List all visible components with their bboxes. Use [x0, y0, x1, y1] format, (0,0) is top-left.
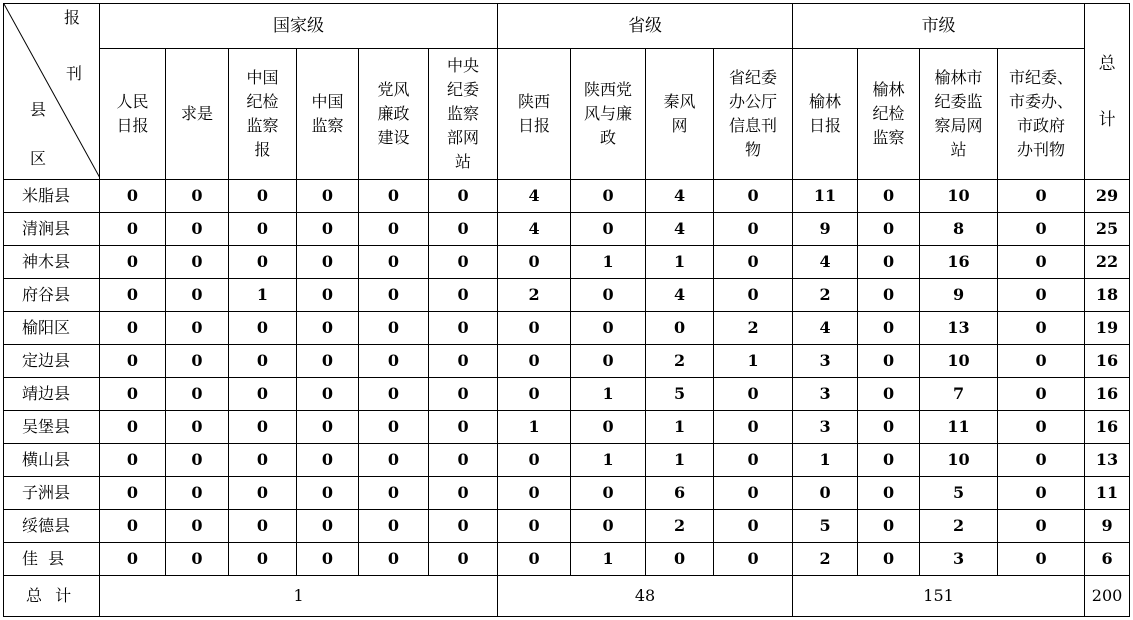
county-name: 神木县: [4, 246, 100, 279]
count-cell: 0: [858, 510, 920, 543]
count-cell: 0: [998, 510, 1085, 543]
count-cell: 1: [793, 444, 858, 477]
county-name: 定边县: [4, 345, 100, 378]
count-cell: 1: [646, 411, 714, 444]
count-cell: 0: [297, 180, 359, 213]
row-total: 16: [1085, 345, 1130, 378]
count-cell: 0: [166, 213, 229, 246]
count-cell: 4: [498, 213, 571, 246]
count-cell: 3: [793, 378, 858, 411]
row-total: 16: [1085, 411, 1130, 444]
count-cell: 0: [100, 246, 166, 279]
corner-left-char-1: 县: [30, 100, 47, 119]
count-cell: 0: [166, 345, 229, 378]
count-cell: 0: [100, 279, 166, 312]
count-cell: 0: [714, 411, 793, 444]
count-cell: 0: [793, 477, 858, 510]
column-header: [166, 49, 229, 180]
county-name: 府谷县: [4, 279, 100, 312]
table-row: [4, 345, 1130, 378]
grand-total: 200: [1085, 576, 1130, 617]
row-total: 25: [1085, 213, 1130, 246]
table-row: [4, 477, 1130, 510]
publication-stats-table: [3, 3, 1130, 617]
count-cell: 0: [297, 312, 359, 345]
count-cell: 4: [646, 279, 714, 312]
count-cell: 1: [229, 279, 297, 312]
count-cell: 0: [498, 510, 571, 543]
corner-left-char-2: 区: [30, 149, 47, 168]
count-cell: 0: [359, 180, 429, 213]
count-cell: 0: [166, 444, 229, 477]
count-cell: 0: [571, 510, 646, 543]
row-total: 29: [1085, 180, 1130, 213]
total-column-header: [1085, 4, 1130, 180]
count-cell: 0: [714, 279, 793, 312]
national-total: 1: [100, 576, 498, 617]
column-header-label: 秦风 网: [663, 92, 696, 135]
count-cell: 0: [858, 180, 920, 213]
count-cell: 0: [998, 444, 1085, 477]
count-cell: 0: [498, 345, 571, 378]
count-cell: 0: [429, 477, 498, 510]
count-cell: 0: [998, 180, 1085, 213]
count-cell: 0: [297, 411, 359, 444]
count-cell: 0: [297, 345, 359, 378]
count-cell: 0: [229, 510, 297, 543]
count-cell: 11: [793, 180, 858, 213]
count-cell: 0: [998, 345, 1085, 378]
count-cell: 2: [646, 345, 714, 378]
count-cell: 0: [998, 246, 1085, 279]
count-cell: 3: [793, 411, 858, 444]
count-cell: 1: [571, 543, 646, 576]
column-header: [571, 49, 646, 180]
count-cell: 0: [100, 345, 166, 378]
count-cell: 0: [858, 312, 920, 345]
count-cell: 0: [359, 345, 429, 378]
column-header-label: 中国 纪检 监察 报: [246, 68, 279, 159]
count-cell: 0: [998, 312, 1085, 345]
count-cell: 0: [998, 279, 1085, 312]
table-row: [4, 180, 1130, 213]
count-cell: 0: [429, 411, 498, 444]
count-cell: 0: [498, 444, 571, 477]
count-cell: 0: [229, 378, 297, 411]
count-cell: 0: [998, 378, 1085, 411]
count-cell: 0: [714, 378, 793, 411]
county-name: 佳 县: [4, 543, 100, 576]
count-cell: 0: [998, 213, 1085, 246]
table-row: [4, 279, 1130, 312]
column-header: [100, 49, 166, 180]
count-cell: 1: [646, 246, 714, 279]
count-cell: 0: [429, 213, 498, 246]
count-cell: 9: [793, 213, 858, 246]
count-cell: 0: [229, 543, 297, 576]
count-cell: 0: [714, 444, 793, 477]
count-cell: 0: [714, 510, 793, 543]
municipal-total: 151: [793, 576, 1085, 617]
county-name: 米脂县: [4, 180, 100, 213]
count-cell: 0: [498, 543, 571, 576]
total-header-char-2: 计: [1098, 109, 1116, 130]
count-cell: 0: [998, 411, 1085, 444]
county-name: 榆阳区: [4, 312, 100, 345]
provincial-total: 48: [498, 576, 793, 617]
column-header: [429, 49, 498, 180]
count-cell: 1: [571, 378, 646, 411]
column-header: [297, 49, 359, 180]
count-cell: 11: [920, 411, 998, 444]
column-header-label: 市纪委、 市委办、 市政府 办刊物: [1009, 68, 1074, 159]
count-cell: 0: [359, 279, 429, 312]
column-header-label: 榆林 日报: [809, 92, 842, 135]
count-cell: 0: [359, 213, 429, 246]
column-header-label: 榆林市 纪委监 察局网 站: [934, 68, 983, 159]
count-cell: 2: [498, 279, 571, 312]
row-total: 22: [1085, 246, 1130, 279]
count-cell: 0: [498, 246, 571, 279]
count-cell: 0: [429, 312, 498, 345]
count-cell: 0: [858, 279, 920, 312]
count-cell: 0: [100, 411, 166, 444]
table-row: [4, 378, 1130, 411]
count-cell: 0: [359, 246, 429, 279]
count-cell: 0: [714, 477, 793, 510]
count-cell: 0: [359, 510, 429, 543]
count-cell: 0: [166, 543, 229, 576]
column-header: [920, 49, 998, 180]
count-cell: 1: [714, 345, 793, 378]
count-cell: 1: [646, 444, 714, 477]
count-cell: 2: [793, 279, 858, 312]
column-header-label: 中央 纪委 监察 部网 站: [447, 56, 480, 171]
count-cell: 0: [297, 213, 359, 246]
count-cell: 1: [571, 444, 646, 477]
county-name: 子洲县: [4, 477, 100, 510]
count-cell: 0: [858, 477, 920, 510]
count-cell: 0: [498, 378, 571, 411]
count-cell: 9: [920, 279, 998, 312]
count-cell: 0: [100, 180, 166, 213]
count-cell: 0: [429, 345, 498, 378]
row-total: 6: [1085, 543, 1130, 576]
count-cell: 0: [429, 279, 498, 312]
column-header-label: 人民 日报: [116, 92, 149, 135]
column-header: [793, 49, 858, 180]
column-header-label: 党风 廉政 建设: [377, 80, 410, 147]
count-cell: 0: [166, 510, 229, 543]
corner-top-char-2: 刊: [66, 64, 83, 83]
count-cell: 0: [429, 180, 498, 213]
count-cell: 2: [714, 312, 793, 345]
count-cell: 0: [229, 246, 297, 279]
count-cell: 0: [646, 312, 714, 345]
count-cell: 0: [359, 411, 429, 444]
count-cell: 0: [998, 477, 1085, 510]
count-cell: 0: [498, 477, 571, 510]
count-cell: 0: [858, 378, 920, 411]
corner-top-char-1: 报: [64, 8, 81, 27]
count-cell: 0: [571, 477, 646, 510]
count-cell: 4: [793, 312, 858, 345]
count-cell: 0: [359, 543, 429, 576]
county-name: 吴堡县: [4, 411, 100, 444]
column-header-label: 中国 监察: [311, 92, 344, 135]
statistics-sheet: [3, 3, 1129, 616]
count-cell: 0: [714, 180, 793, 213]
count-cell: 0: [359, 312, 429, 345]
count-cell: 0: [297, 378, 359, 411]
column-header: [229, 49, 297, 180]
corner-diagonal-header: [4, 4, 100, 180]
count-cell: 10: [920, 180, 998, 213]
table-row: [4, 246, 1130, 279]
count-cell: 0: [297, 477, 359, 510]
count-cell: 10: [920, 345, 998, 378]
count-cell: 0: [359, 444, 429, 477]
count-cell: 13: [920, 312, 998, 345]
count-cell: 5: [793, 510, 858, 543]
count-cell: 10: [920, 444, 998, 477]
column-header: [858, 49, 920, 180]
count-cell: 4: [646, 180, 714, 213]
count-cell: 0: [229, 444, 297, 477]
count-cell: 0: [100, 378, 166, 411]
count-cell: 0: [429, 246, 498, 279]
table-row: [4, 543, 1130, 576]
count-cell: 7: [920, 378, 998, 411]
count-cell: 0: [571, 180, 646, 213]
count-cell: 0: [429, 378, 498, 411]
count-cell: 3: [920, 543, 998, 576]
column-header-label: 陕西党 风与廉 政: [584, 80, 633, 147]
column-header: [714, 49, 793, 180]
count-cell: 4: [646, 213, 714, 246]
count-cell: 0: [571, 411, 646, 444]
county-name: 靖边县: [4, 378, 100, 411]
count-cell: 0: [229, 180, 297, 213]
count-cell: 0: [166, 378, 229, 411]
column-header-label: 榆林 纪检 监察: [872, 80, 905, 147]
row-total: 9: [1085, 510, 1130, 543]
count-cell: 0: [998, 543, 1085, 576]
count-cell: 0: [858, 543, 920, 576]
count-cell: 0: [714, 543, 793, 576]
count-cell: 0: [429, 510, 498, 543]
count-cell: 0: [571, 213, 646, 246]
count-cell: 0: [100, 543, 166, 576]
count-cell: 0: [429, 444, 498, 477]
count-cell: 0: [359, 378, 429, 411]
count-cell: 0: [100, 477, 166, 510]
column-header: [498, 49, 571, 180]
count-cell: 2: [646, 510, 714, 543]
county-name: 清涧县: [4, 213, 100, 246]
count-cell: 0: [858, 213, 920, 246]
column-header: [359, 49, 429, 180]
group-header-national: 国家级: [100, 4, 498, 49]
count-cell: 0: [166, 246, 229, 279]
count-cell: 0: [858, 345, 920, 378]
count-cell: 0: [229, 312, 297, 345]
table-row: [4, 444, 1130, 477]
count-cell: 0: [858, 246, 920, 279]
group-header-municipal: 市级: [793, 4, 1085, 49]
count-cell: 8: [920, 213, 998, 246]
count-cell: 0: [571, 345, 646, 378]
count-cell: 0: [100, 213, 166, 246]
count-cell: 0: [166, 411, 229, 444]
row-total: 11: [1085, 477, 1130, 510]
count-cell: 5: [646, 378, 714, 411]
count-cell: 6: [646, 477, 714, 510]
county-name: 绥德县: [4, 510, 100, 543]
count-cell: 1: [571, 246, 646, 279]
table-row: [4, 312, 1130, 345]
count-cell: 2: [793, 543, 858, 576]
total-header-char-1: 总: [1098, 53, 1116, 74]
column-header-label: 省纪委 办公厅 信息刊 物: [729, 68, 778, 159]
table-row: [4, 213, 1130, 246]
row-total: 19: [1085, 312, 1130, 345]
count-cell: 0: [229, 411, 297, 444]
column-header-label: 陕西 日报: [518, 92, 551, 135]
grand-total-label: 总 计: [4, 576, 100, 617]
count-cell: 0: [571, 312, 646, 345]
count-cell: 0: [297, 246, 359, 279]
count-cell: 0: [229, 477, 297, 510]
count-cell: 0: [714, 246, 793, 279]
count-cell: 0: [429, 543, 498, 576]
count-cell: 0: [229, 345, 297, 378]
count-cell: 16: [920, 246, 998, 279]
count-cell: 0: [229, 213, 297, 246]
count-cell: 0: [714, 213, 793, 246]
group-header-provincial: 省级: [498, 4, 793, 49]
count-cell: 0: [166, 279, 229, 312]
count-cell: 0: [359, 477, 429, 510]
count-cell: 4: [793, 246, 858, 279]
count-cell: 0: [100, 444, 166, 477]
count-cell: 0: [646, 543, 714, 576]
count-cell: 0: [100, 312, 166, 345]
count-cell: 0: [297, 543, 359, 576]
row-total: 16: [1085, 378, 1130, 411]
count-cell: 4: [498, 180, 571, 213]
count-cell: 0: [571, 279, 646, 312]
count-cell: 0: [100, 510, 166, 543]
count-cell: 0: [166, 477, 229, 510]
count-cell: 0: [297, 510, 359, 543]
table-row: [4, 510, 1130, 543]
diagonal-line: [4, 4, 100, 178]
count-cell: 1: [498, 411, 571, 444]
county-name: 横山县: [4, 444, 100, 477]
count-cell: 5: [920, 477, 998, 510]
column-header: [646, 49, 714, 180]
table-row: [4, 411, 1130, 444]
count-cell: 0: [498, 312, 571, 345]
column-header: [998, 49, 1085, 180]
row-total: 13: [1085, 444, 1130, 477]
count-cell: 3: [793, 345, 858, 378]
count-cell: 0: [858, 444, 920, 477]
count-cell: 0: [297, 279, 359, 312]
row-total: 18: [1085, 279, 1130, 312]
count-cell: 0: [166, 312, 229, 345]
count-cell: 0: [858, 411, 920, 444]
count-cell: 0: [166, 180, 229, 213]
count-cell: 2: [920, 510, 998, 543]
count-cell: 0: [297, 444, 359, 477]
column-header-label: 求是: [180, 104, 213, 123]
